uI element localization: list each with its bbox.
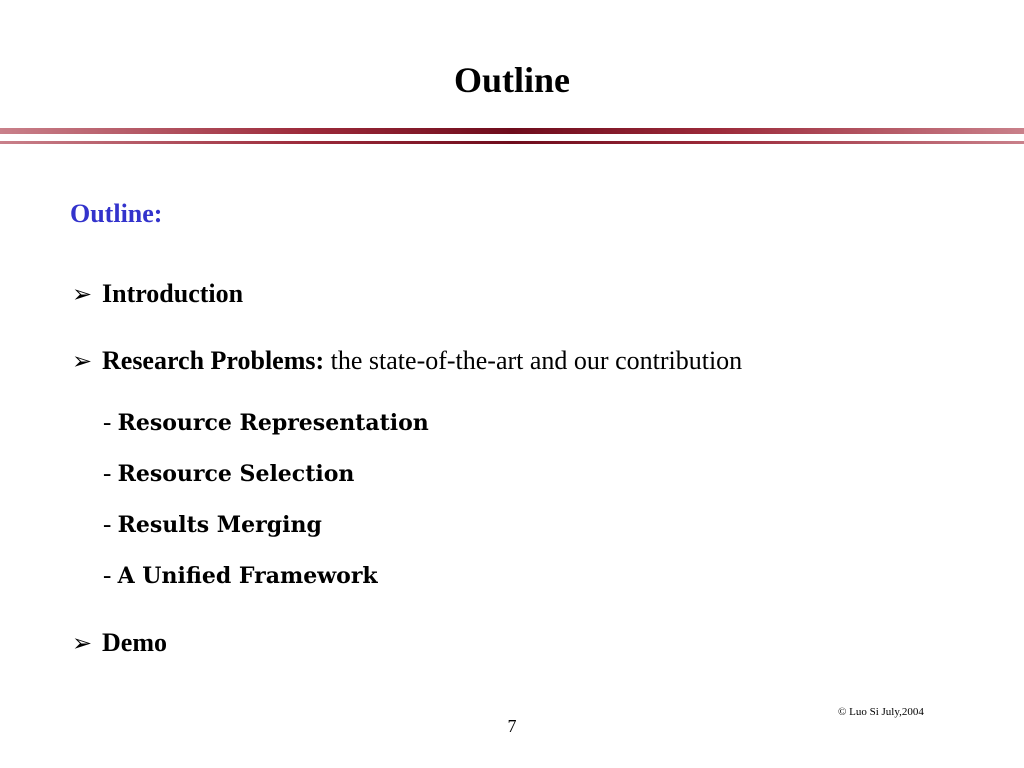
sub-item-label: Resource Selection — [117, 461, 355, 487]
sub-item-resource-representation — [103, 407, 429, 439]
slide-title: Outline — [453, 60, 570, 100]
bullet-demo — [72, 626, 167, 660]
title-divider-thick — [0, 128, 1024, 134]
bullet-text: the state-of-the-art and our contribution — [324, 346, 743, 375]
sub-item-unified-framework — [103, 560, 378, 592]
arrow-bullet-icon: ➢ — [72, 280, 93, 308]
sub-item-dash: - — [103, 511, 118, 538]
page-number: 7 — [507, 716, 517, 736]
sub-item-label: Resource Representation — [117, 410, 429, 436]
sub-item-label: A Unified Framework — [117, 563, 378, 589]
section-heading: Outline: — [70, 199, 163, 228]
copyright-notice: © Luo Si July,2004 — [838, 706, 924, 718]
arrow-bullet-icon: ➢ — [72, 629, 93, 657]
sub-item-label: Results Merging — [117, 512, 322, 538]
sub-item-dash: - — [103, 460, 118, 487]
sub-item-results-merging — [103, 509, 322, 541]
sub-item-resource-selection — [103, 458, 354, 490]
arrow-bullet-icon: ➢ — [72, 347, 93, 375]
bullet-research-problems — [72, 344, 742, 378]
title-divider-thin — [0, 141, 1024, 144]
bullet-label: Introduction — [102, 279, 244, 308]
bullet-label: Demo — [102, 628, 167, 657]
bullet-label: Research Problems: — [102, 346, 325, 375]
bullet-introduction — [72, 277, 243, 311]
sub-item-dash: - — [103, 562, 118, 589]
sub-item-dash: - — [103, 409, 118, 436]
